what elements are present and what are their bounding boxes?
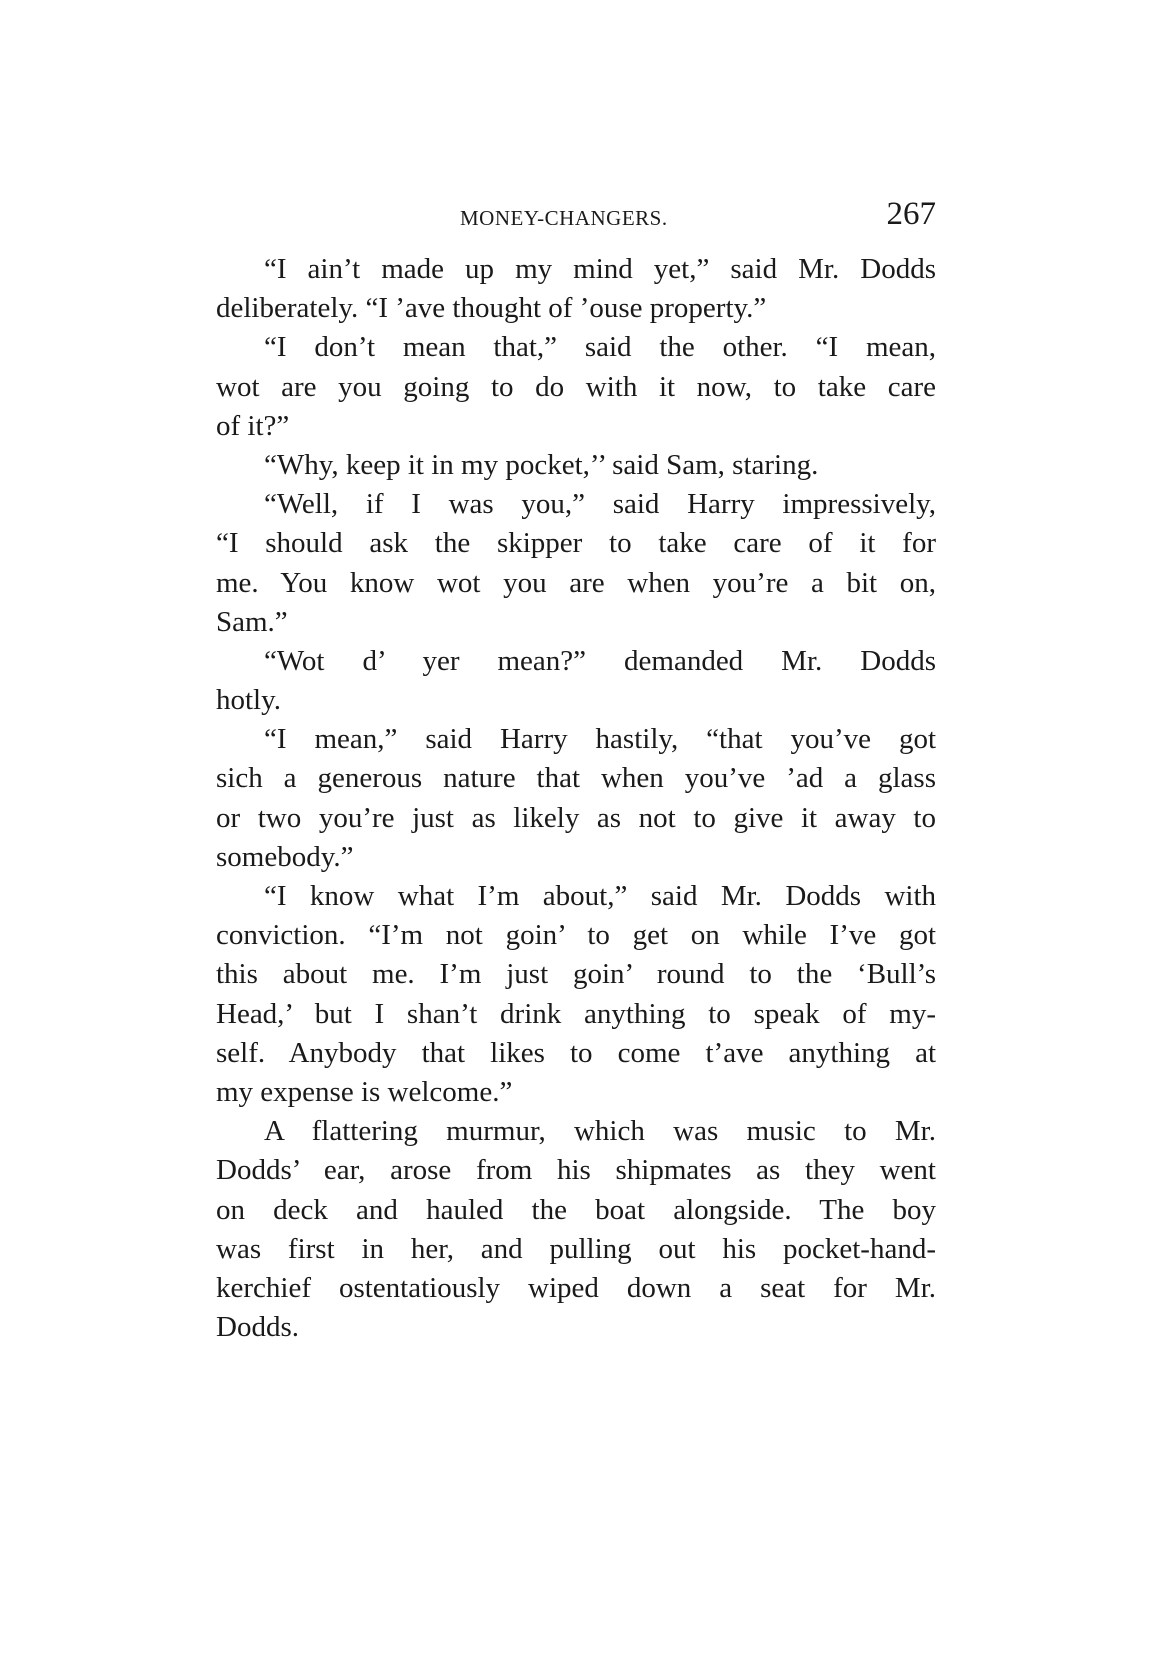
text-line: Dodds’ ear, arose from his shipmates as they went: [216, 1154, 936, 1187]
text-line: “Wot d’ yer mean?” demanded Mr. Dodds: [264, 644, 936, 677]
text-line: “I should ask the skipper to take care of it for: [216, 527, 936, 560]
text-line: Sam.”: [216, 605, 288, 638]
text-line: deliberately. “I ’ave thought of ’ouse property.”: [216, 292, 767, 325]
running-head: [220, 196, 936, 240]
text-line: hotly.: [216, 684, 281, 717]
text-line: conviction. “I’m not goin’ to get on while I’ve got: [216, 919, 936, 952]
text-line: “Well, if I was you,” said Harry impressively,: [264, 488, 936, 521]
text-line: self. Anybody that likes to come t’ave anything at: [216, 1036, 936, 1069]
text-line: Head,’ but I shan’t drink anything to speak of my-: [216, 997, 936, 1030]
text-line: “I know what I’m about,” said Mr. Dodds with: [264, 880, 936, 912]
text-line: was first in her, and pulling out his pocket-hand-: [216, 1232, 936, 1265]
text-line: on deck and hauled the boat alongside. The boy: [216, 1193, 936, 1226]
text-line: me. You know wot you are when you’re a bit on,: [216, 566, 936, 599]
text-line: A flattering murmur, which was music to Mr.: [264, 1115, 936, 1148]
text-line: my expense is welcome.”: [216, 1075, 513, 1108]
text-line: kerchief ostentatiously wiped down a seat for Mr.: [216, 1271, 936, 1304]
text-line: wot are you going to do with it now, to take care: [216, 370, 936, 403]
text-line: of it?”: [216, 409, 290, 442]
text-line: “I don’t mean that,” said the other. “I mean,: [264, 331, 936, 364]
body-text: [216, 250, 936, 1347]
text-line: Dodds.: [216, 1311, 299, 1344]
text-line: this about me. I’m just goin’ round to the ‘Bull’s: [216, 958, 936, 991]
text-line: “I ain’t made up my mind yet,” said Mr. Dodds: [264, 253, 936, 285]
text-line: somebody.”: [216, 840, 354, 873]
page-number: 267: [886, 196, 936, 232]
text-line: sich a generous nature that when you’ve ’ad a glass: [216, 762, 936, 795]
text-line: or two you’re just as likely as not to give it away to: [216, 801, 936, 834]
text-line: “I mean,” said Harry hastily, “that you’ve got: [264, 723, 936, 756]
text-line: “Why, keep it in my pocket,’’ said Sam, staring.: [264, 448, 819, 481]
running-title: MONEY-CHANGERS.: [460, 206, 668, 230]
